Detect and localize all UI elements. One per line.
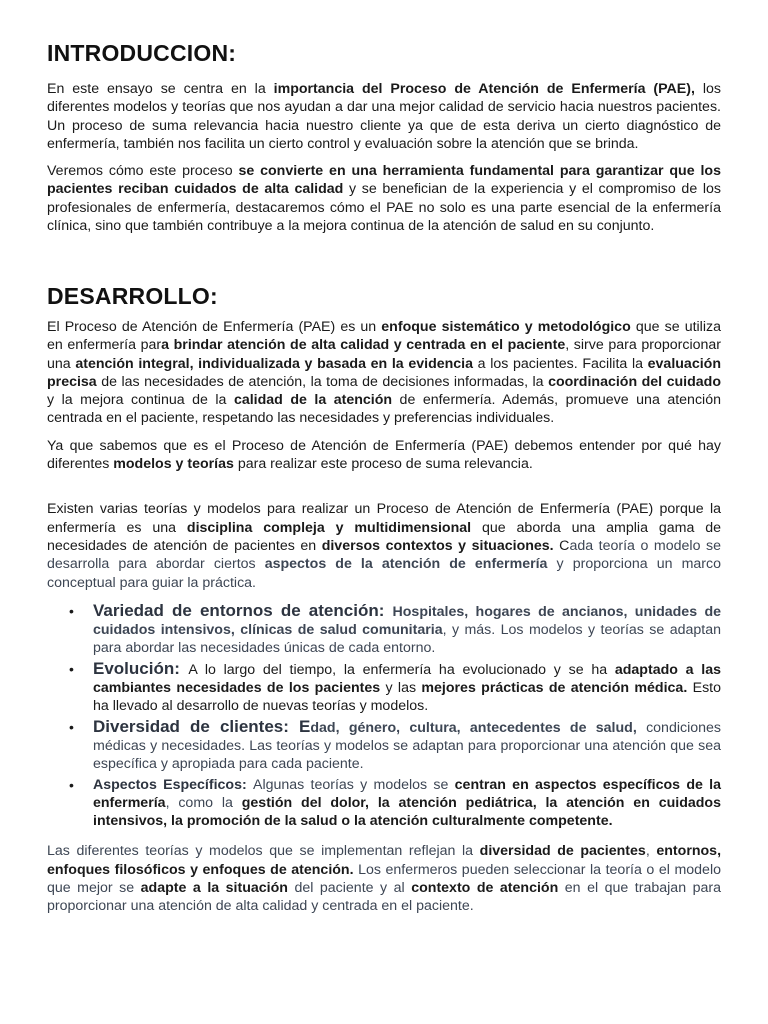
- factors-list: [47, 602, 721, 831]
- list-item: • Aspectos Específicos: Algunas teorías y modelos se centran en aspectos específicos de la enfermería, como la gestión del dolor, la atención pediátrica, la atención en cuidados intensivos, la promoción de la salud o la atención culturalmente competente.: [69, 776, 721, 830]
- desarrollo-paragraph-1: El Proceso de Atención de Enfermería (PAE) es un enfoque sistemático y metodológico que se utiliza en enfermería para brindar atención de alta calidad y centrada en el paciente, sirve para proporcionar una atención integral, individualizada y basada en la evidencia a los pacientes. Facilita la evaluación precisa de las necesidades de atención, la toma de decisiones informadas, la coordinación del cuidado y la mejora continua de la calidad de la atención de enfermería. Además, promueve una atención centrada en el paciente, respetando las necesidades y preferencias individuales.: [47, 319, 721, 427]
- list-item: • Evolución: A lo largo del tiempo, la enfermería ha evolucionado y se ha adaptado a las cambiantes necesidades de los pacientes y las mejores prácticas de atención médica. Esto ha llevado al desarrollo de nuevas teorías y modelos.: [69, 658, 722, 715]
- intro-section: [47, 80, 721, 235]
- list-item: • Variedad de entornos de atención: Hospitales, hogares de ancianos, unidades de cuidados intensivos, clínicas de salud comunitaria, y más. Los modelos y teorías se adaptan para abordar las necesidades únicas de cada entorno.: [69, 600, 721, 657]
- desarrollo-paragraph-4: Las diferentes teorías y modelos que se implementan reflejan la diversidad de pacientes, entornos, enfoques filosóficos y enfoques de atención. Los enfermeros pueden seleccionar la teoría o el modelo que mejor se adapte a la situación del paciente y al contexto de atención en el que trabajan para proporcionar una atención de alta calidad y centrada en el paciente.: [47, 843, 722, 915]
- desarrollo-paragraph-3: Existen varias teorías y modelos para realizar un Proceso de Atención de Enfermería (PAE) porque la enfermería es una disciplina compleja y multidimensional que aborda una amplia gama de necesidades de atención de pacientes en diversos contextos y situaciones. Cada teoría o modelo se desarrolla para abordar ciertos aspectos de la atención de enfermería y proporciona un marco conceptual para guiar la práctica.: [47, 501, 722, 591]
- bullet-icon: •: [69, 718, 74, 735]
- bullet-icon: •: [69, 602, 74, 619]
- bullet-icon: •: [69, 776, 74, 793]
- desarrollo-paragraph-2: Ya que sabemos que es el Proceso de Atención de Enfermería (PAE) debemos entender por qué hay diferentes modelos y teorías para realizar este proceso de suma relevancia.: [47, 437, 721, 473]
- list-item: • Diversidad de clientes: Edad, género, cultura, antecedentes de salud, condiciones médicas y necesidades. Las teorías y modelos se adaptan para proporcionar una atención que sea específica y apropiada para cada paciente.: [69, 716, 721, 773]
- intro-paragraph-2: Veremos cómo este proceso se convierte en una herramienta fundamental para garantizar que los pacientes reciban cuidados de alta calidad y se benefician de la experiencia y el compromiso de los profesionales de enfermería, destacaremos cómo el PAE no solo es una parte esencial de la enfermería clínica, sino que también contribuye a la mejora continua de la atención de salud en su conjunto.: [47, 163, 721, 235]
- bullet-icon: •: [69, 660, 74, 677]
- intro-paragraph-1: En este ensayo se centra en la importancia del Proceso de Atención de Enfermería (PAE), los diferentes modelos y teorías que nos ayudan a dar una mejor calidad de servicio hacia nuestros pacientes. Un proceso de suma relevancia hacia nuestro cliente ya que de esta deriva un cierto diagnóstico de enfermería, también nos facilita un cierto control y evaluación sobre la atención que se brinda.: [47, 81, 721, 152]
- desarrollo-section: [47, 318, 721, 916]
- heading-introduccion: INTRODUCCION:: [47, 40, 237, 66]
- heading-desarrollo: DESARROLLO:: [47, 283, 218, 309]
